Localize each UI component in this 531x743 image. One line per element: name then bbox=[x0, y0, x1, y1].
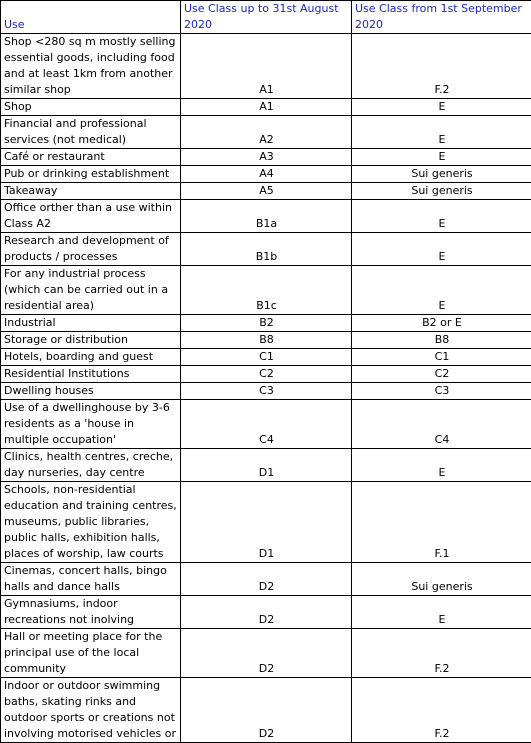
new-class-cell: C3 bbox=[352, 383, 531, 400]
table-row bbox=[1, 166, 531, 183]
use-cell: Office orther than a use within Class A2 bbox=[1, 200, 181, 233]
old-class-cell: D1 bbox=[181, 449, 352, 482]
use-cell: Use of a dwellinghouse by 3-6 residents as a 'house in multiple occupation' bbox=[1, 400, 181, 449]
new-class-cell: E bbox=[352, 449, 531, 482]
use-cell: Café or restaurant bbox=[1, 149, 181, 166]
table-row bbox=[1, 266, 531, 315]
table-row bbox=[1, 233, 531, 266]
new-class-cell: B2 or E bbox=[352, 315, 531, 332]
old-class-cell: D2 bbox=[181, 629, 352, 678]
new-class-cell: B8 bbox=[352, 332, 531, 349]
table-row bbox=[1, 366, 531, 383]
use-cell: Takeaway bbox=[1, 183, 181, 200]
new-class-cell: E bbox=[352, 99, 531, 116]
new-class-cell: F.1 bbox=[352, 482, 531, 563]
new-class-cell: E bbox=[352, 149, 531, 166]
table-row bbox=[1, 449, 531, 482]
table-row bbox=[1, 34, 531, 99]
table-row bbox=[1, 200, 531, 233]
new-class-cell: F.2 bbox=[352, 678, 531, 743]
table-row bbox=[1, 383, 531, 400]
header-old-class: Use Class up to 31st August 2020 bbox=[181, 1, 352, 34]
old-class-cell: D2 bbox=[181, 563, 352, 596]
table-row bbox=[1, 678, 531, 743]
old-class-cell: B2 bbox=[181, 315, 352, 332]
old-class-cell: B1a bbox=[181, 200, 352, 233]
use-cell: Storage or distribution bbox=[1, 332, 181, 349]
old-class-cell: B8 bbox=[181, 332, 352, 349]
use-cell: For any industrial process (which can be carried out in a residential area) bbox=[1, 266, 181, 315]
use-cell: Clinics, health centres, creche, day nurseries, day centre bbox=[1, 449, 181, 482]
old-class-cell: A4 bbox=[181, 166, 352, 183]
use-cell: Pub or drinking establishment bbox=[1, 166, 181, 183]
old-class-cell: A1 bbox=[181, 34, 352, 99]
new-class-cell: C2 bbox=[352, 366, 531, 383]
new-class-cell: E bbox=[352, 266, 531, 315]
use-cell: Shop bbox=[1, 99, 181, 116]
new-class-cell: E bbox=[352, 116, 531, 149]
table-row bbox=[1, 596, 531, 629]
new-class-cell: Sui generis bbox=[352, 166, 531, 183]
new-class-cell: F.2 bbox=[352, 629, 531, 678]
table-row bbox=[1, 563, 531, 596]
use-cell: Industrial bbox=[1, 315, 181, 332]
table-row bbox=[1, 400, 531, 449]
new-class-cell: E bbox=[352, 200, 531, 233]
table-row bbox=[1, 99, 531, 116]
table-row bbox=[1, 315, 531, 332]
old-class-cell: A1 bbox=[181, 99, 352, 116]
old-class-cell: A5 bbox=[181, 183, 352, 200]
new-class-cell: Sui generis bbox=[352, 183, 531, 200]
header-new-class: Use Class from 1st September 2020 bbox=[352, 1, 531, 34]
use-cell: Research and development of products / processes bbox=[1, 233, 181, 266]
new-class-cell: C4 bbox=[352, 400, 531, 449]
use-cell: Shop <280 sq m mostly selling essential goods, including food and at least 1km from another similar shop bbox=[1, 34, 181, 99]
table-row bbox=[1, 629, 531, 678]
old-class-cell: D2 bbox=[181, 596, 352, 629]
old-class-cell: C2 bbox=[181, 366, 352, 383]
header-row bbox=[1, 1, 531, 34]
use-cell: Gymnasiums, indoor recreations not inolving bbox=[1, 596, 181, 629]
old-class-cell: D1 bbox=[181, 482, 352, 563]
use-cell: Hotels, boarding and guest bbox=[1, 349, 181, 366]
new-class-cell: E bbox=[352, 596, 531, 629]
old-class-cell: D2 bbox=[181, 678, 352, 743]
old-class-cell: B1c bbox=[181, 266, 352, 315]
new-class-cell: F.2 bbox=[352, 34, 531, 99]
old-class-cell: C4 bbox=[181, 400, 352, 449]
old-class-cell: A3 bbox=[181, 149, 352, 166]
table-row bbox=[1, 332, 531, 349]
new-class-cell: Sui generis bbox=[352, 563, 531, 596]
table-row bbox=[1, 149, 531, 166]
use-cell: Dwelling houses bbox=[1, 383, 181, 400]
header-use: Use bbox=[1, 1, 181, 34]
use-cell: Financial and professional services (not medical) bbox=[1, 116, 181, 149]
use-cell: Residential Institutions bbox=[1, 366, 181, 383]
table-row bbox=[1, 116, 531, 149]
table-row bbox=[1, 183, 531, 200]
new-class-cell: C1 bbox=[352, 349, 531, 366]
old-class-cell: B1b bbox=[181, 233, 352, 266]
use-cell: Schools, non-residential education and training centres, museums, public libraries, public halls, exhibition halls, places of worship, law courts bbox=[1, 482, 181, 563]
use-cell: Hall or meeting place for the principal use of the local community bbox=[1, 629, 181, 678]
table-row bbox=[1, 482, 531, 563]
use-cell: Indoor or outdoor swimming baths, skating rinks and outdoor sports or creations not involving motorised vehicles or bbox=[1, 678, 181, 743]
table-row bbox=[1, 349, 531, 366]
old-class-cell: C1 bbox=[181, 349, 352, 366]
new-class-cell: E bbox=[352, 233, 531, 266]
old-class-cell: A2 bbox=[181, 116, 352, 149]
old-class-cell: C3 bbox=[181, 383, 352, 400]
use-cell: Cinemas, concert halls, bingo halls and dance halls bbox=[1, 563, 181, 596]
